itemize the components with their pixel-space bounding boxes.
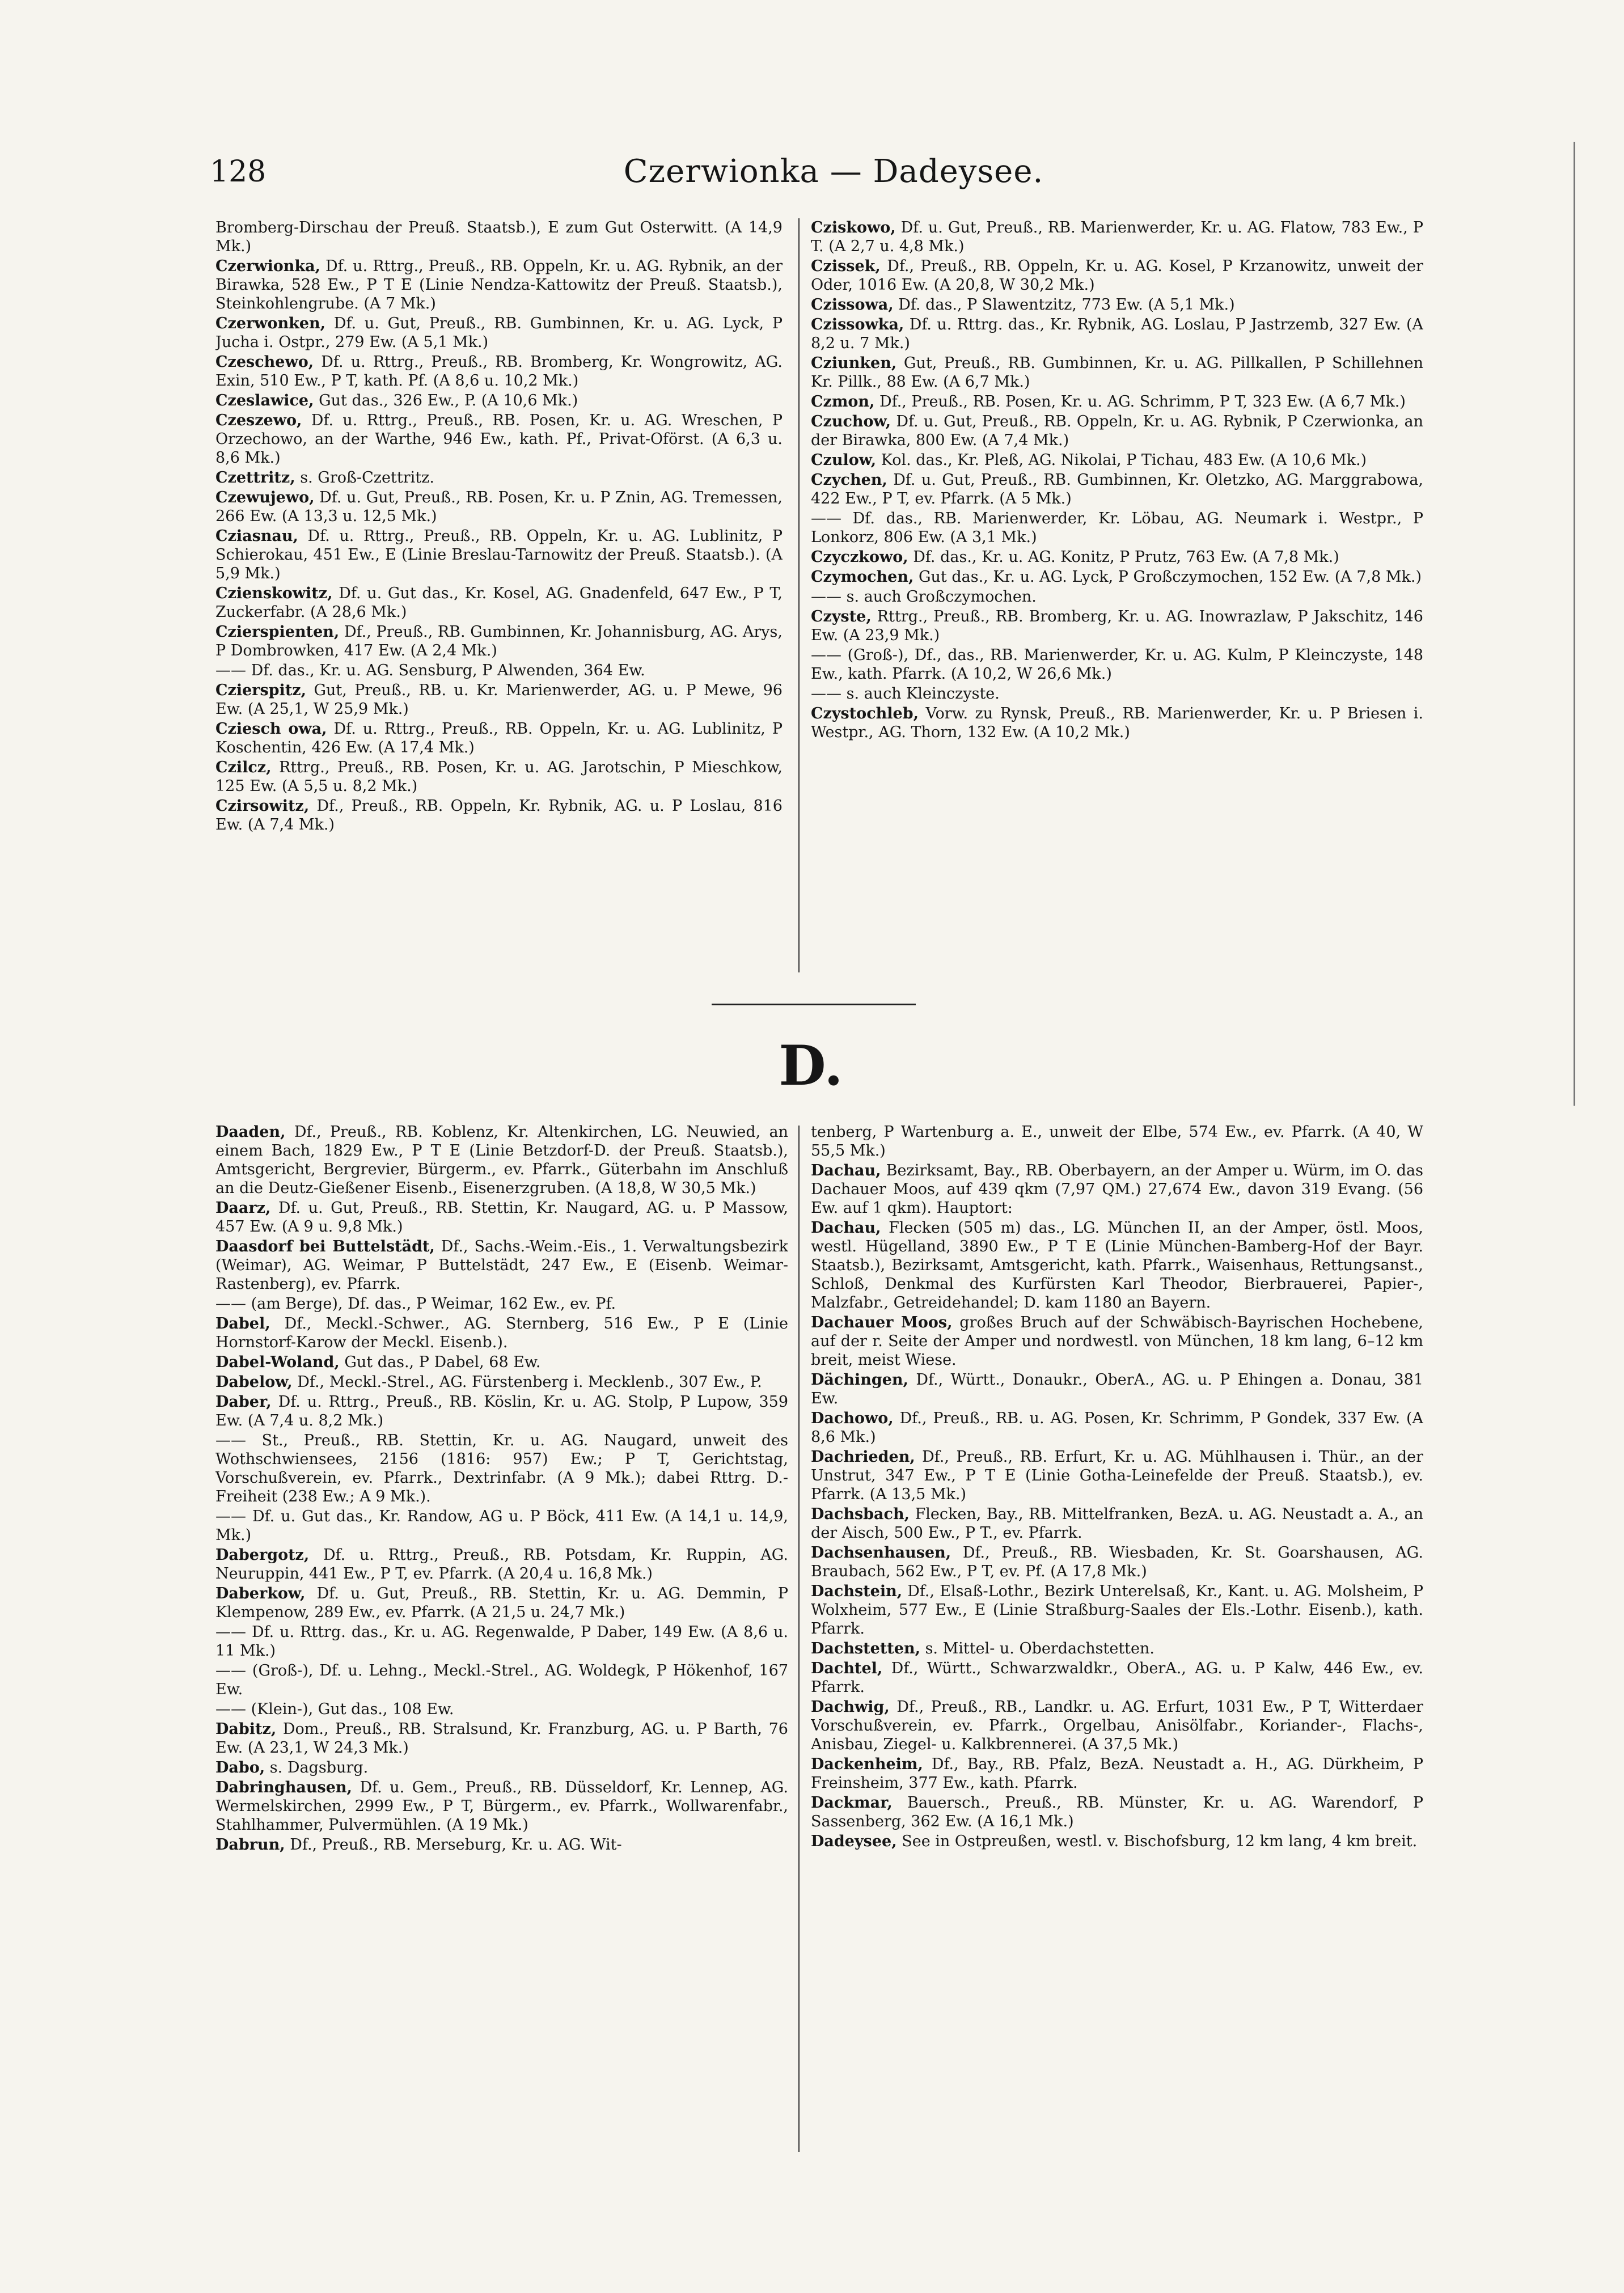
entry-headword: Cziunken, [811,354,897,372]
gazetteer-entry [811,315,1423,353]
entry-text: Df. u. Gut, Preuß., RB. Gumbinnen, Kr. Oletzko, AG. Marggrabowa, 422 Ew., P T, ev. Pfarrk. (A 5 Mk.) [811,471,1423,507]
gazetteer-entry [811,295,1423,314]
entry-headword: Dadeysee, [811,1833,897,1850]
page-edge-mark [1574,142,1575,1106]
entry-text: Rttrg., Preuß., RB. Posen, Kr. u. AG. Jarotschin, P Mieschkow, 125 Ew. (A 5,5 u. 8,2 Mk.) [215,759,783,795]
gazetteer-entry [811,1409,1423,1446]
entry-headword: Daberkow, [215,1585,306,1602]
gazetteer-entry [215,797,783,834]
gazetteer-entry [811,412,1423,450]
entry-text: Gut, Preuß., RB. Gumbinnen, Kr. u. AG. Pillkallen, P Schillehnen Kr. Pillk., 88 Ew. (A 6,7 Mk.) [811,354,1423,391]
column-divider-top [798,218,800,972]
entry-text: Df., Preuß., RB., Landkr. u. AG. Erfurt, 1031 Ew., P T, Witterdaer Vorschußverein, ev. Pfarrk., Orgelbau, Anisölfabr., Koriander-, Flachs-, Anisbau, Ziegel- u. Kalkbrennerei. (A 37,5 Mk.) [811,1698,1423,1753]
gazetteer-entry [811,1313,1423,1369]
entry-text: Df. das., P Slawentzitz, 773 Ew. (A 5,1 Mk.) [898,296,1235,314]
entry-headword: Daber, [215,1393,272,1411]
gazetteer-entry [811,684,1423,703]
entry-text: Df., Preuß., RB. Gumbinnen, Kr. Johannisburg, AG. Arys, P Dombrowken, 417 Ew. (A 2,4 Mk.) [215,623,783,659]
entry-text: Df. das., Kr. u. AG. Konitz, P Prutz, 763 Ew. (A 7,8 Mk.) [913,548,1339,566]
entry-headword: Czyczkowo, [811,548,908,566]
entry-text: Df. u. Rttrg., Preuß., RB. Oppeln, Kr. u. AG. Lublinitz, P Koschentin, 426 Ew. (A 17,4 Mk.) [215,720,783,756]
gazetteer-entry [811,1832,1423,1851]
page-number: 128 [210,155,267,189]
entry-text: Df. u. Gut, Preuß., RB. Oppeln, Kr. u. AG. Rybnik, P Czerwionka, an der Birawka, 800 Ew. (A 7,4 Mk.) [811,413,1423,449]
gazetteer-entry [215,1123,788,1198]
gazetteer-entry [215,1720,788,1757]
gazetteer-entry [215,623,783,660]
entry-text: —— (Groß-), Df., das., RB. Marienwerder, Kr. u. AG. Kulm, P Kleinczyste, 148 Ew., kath. Pfarrk. (A 10,2, W 26,6 Mk.) [811,646,1423,683]
entry-text: Rttrg., Preuß., RB. Bromberg, Kr. u. AG. Inowrazlaw, P Jakschitz, 146 Ew. (A 23,9 Mk.) [811,608,1423,644]
entry-headword: Czewujewo, [215,489,315,506]
entry-text: Dom., Preuß., RB. Stralsund, Kr. Franzburg, AG. u. P Barth, 76 Ew. (A 23,1, W 24,3 Mk.) [215,1720,788,1757]
gazetteer-entry [811,471,1423,508]
gazetteer-entry [215,1353,788,1372]
entry-headword: Dachsenhausen, [811,1544,951,1562]
entry-text: Df. u. Gut, Preuß., RB. Stettin, Kr. u. AG. Demmin, P Klempenow, 289 Ew., ev. Pfarrk. (A 21,5 u. 24,7 Mk.) [215,1585,788,1621]
gazetteer-entry [811,1219,1423,1312]
entry-text: Bezirksamt, Bay., RB. Oberbayern, an der Amper u. Würm, im O. das Dachauer Moos, auf 439 qkm (7,97 QM.) 27,674 Ew., davon 319 Evang. (56 Ew. auf 1 qkm). Hauptort: [811,1162,1423,1217]
entry-text: Df., Preuß., RB. Erfurt, Kr. u. AG. Mühlhausen i. Thür., an der Unstrut, 347 Ew., P T E (Linie Gotha-Leinefelde der Preuß. Staatsb.), ev. Pfarrk. (A 13,5 Mk.) [811,1448,1423,1503]
entry-text: tenberg, P Wartenburg a. E., unweit der Elbe, 574 Ew., ev. Pfarrk. (A 40, W 55,5 Mk.) [811,1123,1423,1160]
entry-headword: Dachwig, [811,1698,890,1716]
gazetteer-entry [215,527,783,583]
gazetteer-entry [811,354,1423,391]
entry-text: Df., Preuß., RB. Posen, Kr. u. AG. Schrimm, P T, 323 Ew. (A 6,7 Mk.) [879,393,1406,411]
entry-headword: Czyste, [811,608,872,625]
entry-headword: Czierspienten, [215,623,340,641]
gazetteer-entry [215,584,783,621]
entry-text: großes Bruch auf der Schwäbisch-Bayrischen Hochebene, auf der r. Seite der Amper und nordwestl. von München, 18 km lang, 6–12 km breit, meist Wiese. [811,1314,1423,1369]
entry-text: Df., Preuß., RB. Merseburg, Kr. u. AG. Wit- [290,1836,622,1854]
gazetteer-entry [811,509,1423,547]
entry-headword: Czystochleb, [811,705,919,722]
entry-text: Df., Meckl.-Schwer., AG. Sternberg, 516 Ew., P E (Linie Hornstorf-Karow der Meckl. Eisenb.). [215,1315,788,1351]
entry-headword: Dachau, [811,1219,881,1237]
gazetteer-entry [215,720,783,757]
entry-headword: Dabergotz, [215,1546,310,1564]
page-header [210,152,1457,203]
column-top-left [215,218,783,972]
entry-headword: Dachstein, [811,1583,903,1600]
entry-headword: Dabelow, [215,1373,293,1391]
entry-headword: Dächingen, [811,1371,908,1389]
entry-headword: Czirsowitz, [215,797,310,815]
entry-text: Df., Elsaß-Lothr., Bezirk Unterelsaß, Kr., Kant. u. AG. Molsheim, P Wolxheim, 577 Ew., E (Linie Straßburg-Saales der Els.-Lothr. Eisenb.), kath. Pfarrk. [811,1583,1423,1638]
entry-text: Df., Preuß., RB. Oppeln, Kr. u. AG. Kosel, P Krzanowitz, unweit der Oder, 1016 Ew. (A 20,8, W 30,2 Mk.) [811,257,1423,294]
gazetteer-entry [811,1639,1423,1658]
entry-headword: Dachowo, [811,1410,894,1427]
entry-text: Df. u. Rttrg., Preuß., RB. Potsdam, Kr. Ruppin, AG. Neuruppin, 441 Ew., P T, ev. Pfarrk. (A 20,4 u. 16,8 Mk.) [215,1546,788,1583]
gazetteer-entry [215,1393,788,1430]
entry-text: Df. u. Gem., Preuß., RB. Düsseldorf, Kr. Lennep, AG. Wermelskirchen, 2999 Ew., P T, Bürgerm., ev. Pfarrk., Wollwarenfabr., Stahlhammer, Pulvermühlen. (A 19 Mk.) [215,1779,788,1834]
entry-text: Gut das., Kr. u. AG. Lyck, P Großczymochen, 152 Ew. (A 7,8 Mk.) [918,568,1422,586]
entry-text: Gut das., P Dabel, 68 Ew. [344,1353,541,1371]
entry-text: —— St., Preuß., RB. Stettin, Kr. u. AG. Naugard, unweit des Wothschwiensees, 2156 (1816: 957) Ew.; P T, Gerichtstag, Vorschußverein, ev. Pfarrk., Dextrinfabr. (A 9 Mk.); dabei Rttrg. D.-Freiheit (238 Ew.; A 9 Mk.). [215,1432,788,1505]
gazetteer-entry [215,1507,788,1545]
gazetteer-entry [811,548,1423,566]
gazetteer-entry [215,488,783,526]
entry-headword: Daasdorf bei Buttelstädt, [215,1238,435,1255]
gazetteer-entry [811,1505,1423,1542]
entry-headword: Czettritz, [215,469,295,486]
entry-text: —— Df. das., Kr. u. AG. Sensburg, P Alwenden, 364 Ew. [215,662,645,679]
entry-headword: Cziesch owa, [215,720,327,738]
gazetteer-entry [811,587,1423,606]
entry-text: Flecken (505 m) das., LG. München II, an der Amper, östl. Moos, westl. Hügelland, 3890 Ew., P T E (Linie München-Bamberg-Hof der Bayr. Staatsb.), Bezirksamt, Amtsgericht, kath. Pfarrk., Waisenhaus, Rettungsanst., Schloß, Denkmal des Kurfürsten Karl Theodor, Bierbrauerei, Papier-, Malzfabr., Getreidehandel; D. kam 1180 an Bayern. [811,1219,1423,1312]
entry-headword: Dachau, [811,1162,881,1179]
gazetteer-entry [215,1373,788,1391]
gazetteer-entry [811,392,1423,411]
entry-headword: Daaden, [215,1123,286,1141]
gazetteer-entry [215,1778,788,1834]
entry-headword: Czissowka, [811,316,904,333]
column-divider-bottom [798,1126,800,2152]
entry-headword: Dachtel, [811,1660,883,1677]
entry-text: Df., Preuß., RB. u. AG. Posen, Kr. Schrimm, P Gondek, 337 Ew. (A 8,6 Mk.) [811,1410,1423,1446]
gazetteer-entry [811,1161,1423,1217]
gazetteer-entry [215,314,783,352]
entry-headword: Czierspitz, [215,682,307,699]
gazetteer-entry [215,1835,788,1854]
entry-text: Df., Meckl.-Strel., AG. Fürstenberg i. Mecklenb., 307 Ew., P. [297,1373,762,1391]
gazetteer-entry [215,257,783,313]
entry-text: Df. u. Gut, Preuß., RB. Marienwerder, Kr. u. AG. Flatow, 783 Ew., P T. (A 2,7 u. 4,8 Mk.) [811,219,1423,255]
entry-text: Df. u. Rttrg. das., Kr. Rybnik, AG. Loslau, P Jastrzemb, 327 Ew. (A 8,2 u. 7 Mk.) [811,316,1423,352]
entry-headword: Cziasnau, [215,527,298,545]
entry-text: Df. u. Gut, Preuß., RB. Posen, Kr. u. P Znin, AG. Tremessen, 266 Ew. (A 13,3 u. 12,5 Mk.) [215,489,783,525]
entry-headword: Dachauer Moos, [811,1314,953,1331]
gazetteer-entry [215,353,783,390]
entry-headword: Dabel-Woland, [215,1353,340,1371]
section-letter: D. [779,1034,843,1098]
gazetteer-entry [811,1448,1423,1504]
gazetteer-entry [215,1584,788,1622]
entry-headword: Czychen, [811,471,887,489]
gazetteer-entry [215,1623,788,1660]
gazetteer-entry [215,218,783,256]
entry-headword: Czienskowitz, [215,585,333,602]
entry-text: Df. u. Gut das., Kr. Kosel, AG. Gnadenfeld, 647 Ew., P T, Zuckerfabr. (A 28,6 Mk.) [215,585,783,621]
entry-headword: Czerwionka, [215,257,320,275]
entry-text: —— s. auch Kleinczyste. [811,685,1000,703]
gazetteer-entry [215,661,783,680]
entry-headword: Cziskowo, [811,219,896,236]
entry-headword: Czeslawice, [215,392,314,409]
gazetteer-entry [811,1123,1423,1160]
gazetteer-entry [215,391,783,410]
entry-headword: Dachstetten, [811,1640,920,1657]
entry-headword: Czmon, [811,393,875,411]
gazetteer-entry [811,1698,1423,1754]
entry-headword: Dabo, [215,1759,265,1776]
entry-text: —— Df. u. Rttrg. das., Kr. u. AG. Regenwalde, P Daber, 149 Ew. (A 8,6 u. 11 Mk.) [215,1623,788,1660]
entry-headword: Dackmar, [811,1794,893,1812]
entry-headword: Dabrun, [215,1836,285,1854]
entry-text: Df. u. Rttrg., Preuß., RB. Köslin, Kr. u. AG. Stolp, P Lupow, 359 Ew. (A 7,4 u. 8,2 Mk.) [215,1393,788,1429]
entry-headword: Czissowa, [811,296,894,314]
gazetteer-entry [215,1314,788,1352]
section-rule [712,1004,916,1005]
entry-headword: Dabel, [215,1315,270,1332]
entry-headword: Dackenheim, [811,1755,923,1773]
gazetteer-entry [811,1755,1423,1792]
gazetteer-entry [215,1294,788,1313]
entry-headword: Dabitz, [215,1720,277,1738]
entry-headword: Czissek, [811,257,881,275]
entry-headword: Czuchow, [811,413,891,430]
gazetteer-entry [811,1582,1423,1638]
gazetteer-entry [811,218,1423,256]
gazetteer-entry [811,1659,1423,1697]
entry-text: s. Groß-Czettritz. [300,469,434,486]
entry-headword: Czerwonken, [215,315,326,332]
entry-headword: Czymochen, [811,568,914,586]
column-bottom-left [215,1123,788,2234]
gazetteer-entry [811,646,1423,683]
entry-text: See in Ostpreußen, westl. v. Bischofsburg, 12 km lang, 4 km breit. [902,1833,1418,1850]
entry-text: Bauersch., Preuß., RB. Münster, Kr. u. AG. Warendorf, P Sassenberg, 362 Ew. (A 16,1 Mk.) [811,1794,1423,1830]
entry-headword: Czulow, [811,451,877,469]
entry-text: Df. u. Rttrg., Preuß., RB. Oppeln, Kr. u. AG. Lublinitz, P Schierokau, 451 Ew., E (Linie Breslau-Tarnowitz der Preuß. Staatsb.). (A 5,9 Mk.) [215,527,783,582]
gazetteer-entry [811,704,1423,742]
entry-text: s. Mittel- u. Oberdachstetten. [925,1640,1154,1657]
running-title: Czerwionka — Dadeysee. [623,153,1044,190]
gazetteer-entry [215,1758,788,1777]
entry-headword: Czeszewo, [215,412,302,429]
gazetteer-entry [811,568,1423,586]
entry-text: Kol. das., Kr. Pleß, AG. Nikolai, P Tichau, 483 Ew. (A 10,6 Mk.) [881,451,1367,469]
gazetteer-entry [215,758,783,796]
gazetteer-entry [215,1546,788,1583]
entry-text: Df., Preuß., RB. Oppeln, Kr. Rybnik, AG. u. P Loslau, 816 Ew. (A 7,4 Mk.) [215,797,783,834]
entry-text: —— (Groß-), Df. u. Lehng., Meckl.-Strel., AG. Woldegk, P Hökenhof, 167 Ew. [215,1662,788,1698]
gazetteer-entry [811,257,1423,294]
gazetteer-entry [215,468,783,487]
gazetteer-entry [215,411,783,467]
entry-text: —— (Klein-), Gut das., 108 Ew. [215,1700,454,1718]
gazetteer-entry [215,1661,788,1699]
gazetteer-entry [811,451,1423,469]
entry-headword: Daarz, [215,1199,271,1217]
entry-headword: Dachsbach, [811,1505,910,1523]
gazetteer-entry [215,1237,788,1293]
gazetteer-entry [215,681,783,718]
entry-text: Flecken, Bay., RB. Mittelfranken, BezA. u. AG. Neustadt a. A., an der Aisch, 500 Ew., P T., ev. Pfarrk. [811,1505,1423,1542]
gazetteer-entry [215,1199,788,1236]
entry-text: Df., Preuß., RB. Wiesbaden, Kr. St. Goarshausen, AG. Braubach, 562 Ew., P T, ev. Pf. (A 17,8 Mk.) [811,1544,1423,1580]
entry-text: Df. u. Gut, Preuß., RB. Stettin, Kr. Naugard, AG. u. P Massow, 457 Ew. (A 9 u. 9,8 Mk.) [215,1199,788,1236]
gazetteer-entry [811,607,1423,645]
entry-text: Df. u. Rttrg., Preuß., RB. Posen, Kr. u. AG. Wreschen, P Orzechowo, an der Warthe, 946 Ew., kath. Pf., Privat-Oförst. (A 6,3 u. 8,6 Mk.) [215,412,783,467]
gazetteer-entry [215,1431,788,1506]
entry-text: Df., Preuß., RB. Koblenz, Kr. Altenkirchen, LG. Neuwied, an einem Bach, 1829 Ew., P T E (Linie Betzdorf-D. der Preuß. Staatsb.), Amtsgericht, Bergrevier, Bürgerm., ev. Pfarrk., Güterbahn im Anschluß an die Deutz-Gießener Eisenb., Eisenerzgruben. (A 18,8, W 30,5 Mk.) [215,1123,788,1197]
entry-text: Df., Württ., Schwarzwaldkr., OberA., AG. u. P Kalw, 446 Ew., ev. Pfarrk. [811,1660,1423,1696]
gazetteer-entry [811,1370,1423,1408]
entry-text: Df., Bay., RB. Pfalz, BezA. Neustadt a. H., AG. Dürkheim, P Freinsheim, 377 Ew., kath. Pfarrk. [811,1755,1423,1792]
entry-text: —— Df. u. Gut das., Kr. Randow, AG u. P Böck, 411 Ew. (A 14,1 u. 14,9, Mk.) [215,1508,788,1544]
gazetteer-entry [811,1793,1423,1831]
entry-headword: Czeschewo, [215,353,314,371]
entry-text: Bromberg-Dirschau der Preuß. Staatsb.), E zum Gut Osterwitt. (A 14,9 Mk.) [215,219,783,255]
entry-text: —— (am Berge), Df. das., P Weimar, 162 Ew., ev. Pf. [215,1295,616,1313]
entry-text: Gut das., 326 Ew., P. (A 10,6 Mk.) [319,392,578,409]
entry-text: —— Df. das., RB. Marienwerder, Kr. Löbau, AG. Neumark i. Westpr., P Lonkorz, 806 Ew. (A 3,1 Mk.) [811,510,1423,546]
entry-text: Df. u. Rttrg., Preuß., RB. Oppeln, Kr. u. AG. Rybnik, an der Birawka, 528 Ew., P T E (Linie Nendza-Kattowitz der Preuß. Staatsb.), Steinkohlengrube. (A 7 Mk.) [215,257,783,312]
entry-text: —— s. auch Großczymochen. [811,588,1037,606]
entry-text: Df. u. Rttrg., Preuß., RB. Bromberg, Kr. Wongrowitz, AG. Exin, 510 Ew., P T, kath. Pf. (A 8,6 u. 10,2 Mk.) [215,353,783,390]
entry-text: Vorw. zu Rynsk, Preuß., RB. Marienwerder, Kr. u. P Briesen i. Westpr., AG. Thorn, 132 Ew. (A 10,2 Mk.) [811,705,1423,741]
gazetteer-entry [215,1700,788,1719]
entry-text: Df., Sachs.-Weim.-Eis., 1. Verwaltungsbezirk (Weimar), AG. Weimar, P Buttelstädt, 247 Ew., E (Eisenb. Weimar-Rastenberg), ev. Pfarrk. [215,1238,788,1293]
entry-text: Df. u. Gut, Preuß., RB. Gumbinnen, Kr. u. AG. Lyck, P Jucha i. Ostpr., 279 Ew. (A 5,1 Mk.) [215,315,783,351]
gazetteer-entry [811,1543,1423,1581]
column-top-right [811,218,1423,972]
entry-headword: Dachrieden, [811,1448,915,1466]
entry-headword: Czilcz, [215,759,272,776]
entry-text: s. Dagsburg. [269,1759,369,1776]
entry-text: Gut, Preuß., RB. u. Kr. Marienwerder, AG. u. P Mewe, 96 Ew. (A 25,1, W 25,9 Mk.) [215,682,783,718]
entry-headword: Dabringhausen, [215,1779,352,1796]
entry-text: Df., Württ., Donaukr., OberA., AG. u. P Ehingen a. Donau, 381 Ew. [811,1371,1423,1407]
column-bottom-right [811,1123,1423,2234]
